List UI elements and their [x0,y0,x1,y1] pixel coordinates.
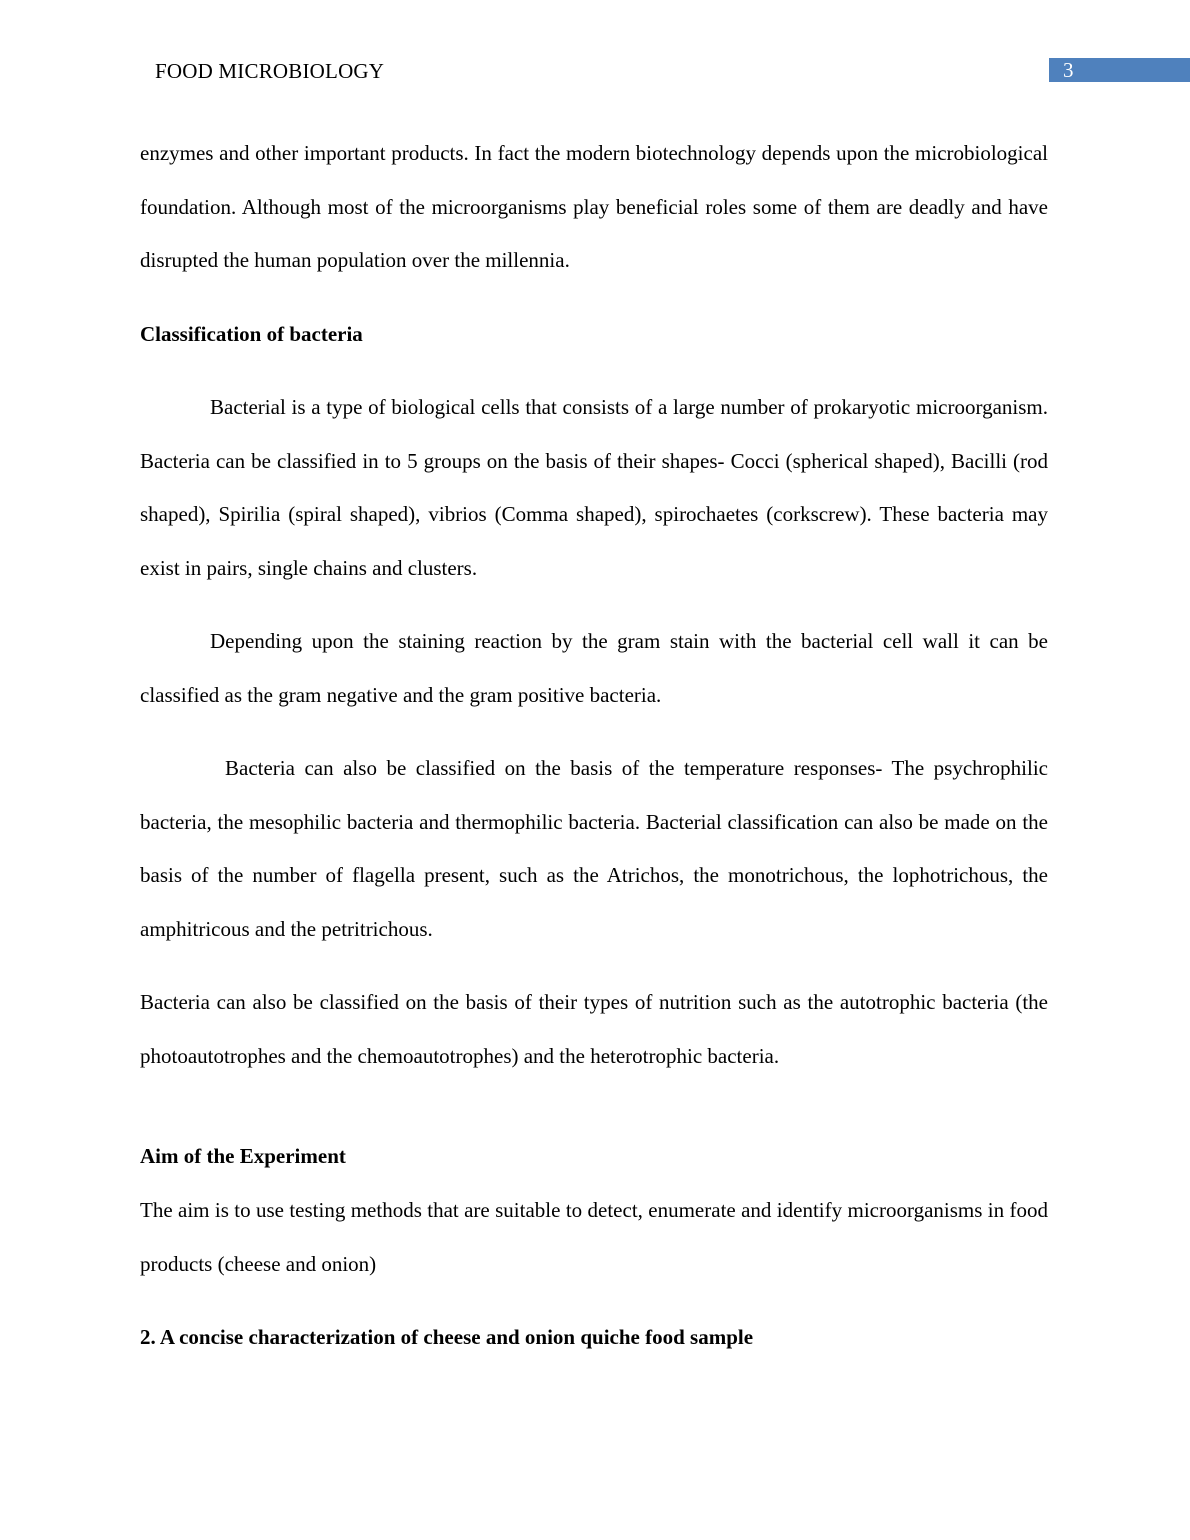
aim-paragraph: The aim is to use testing methods that are suitable to detect, enumerate and identify microorganisms in food products (cheese and onion) [140,1198,1048,1276]
classification-paragraph-temperature: Bacteria can also be classified on the basis of the temperature responses- The psychrophilic bacteria, the mesophilic bacteria and thermophilic bacteria. Bacterial classification can also be made on the basis of the number of flagella present, such as the Atrichos, the monotrichous, the lophotrichous, the amphitricous and the petritrichous. [140,756,1048,941]
classification-paragraph-gram: Depending upon the staining reaction by the gram stain with the bacterial cell wall it can be classified as the gram negative and the gram positive bacteria. [140,629,1048,707]
classification-heading: Classification of bacteria [140,322,363,346]
intro-paragraph: enzymes and other important products. In fact the modern biotechnology depends upon the microbiological foundation. Although most of the microorganisms play beneficial roles some of them are deadly and have disrupted the human population over the millennia. [140,141,1048,273]
aim-heading: Aim of the Experiment [140,1144,346,1168]
section-2-heading: 2. A concise characterization of cheese and onion quiche food sample [140,1325,754,1349]
page-number-badge [1049,58,1190,82]
classification-paragraph-nutrition: Bacteria can also be classified on the basis of their types of nutrition such as the autotrophic bacteria (the photoautotrophes and the chemoautotrophes) and the heterotrophic bacteria. [140,990,1048,1068]
page-number: 3 [1063,58,1074,82]
running-header-title: FOOD MICROBIOLOGY [155,59,385,83]
classification-paragraph-shapes: Bacterial is a type of biological cells that consists of a large number of prokaryotic microorganism. Bacteria can be classified in to 5 groups on the basis of their shapes- Cocci (spherical shaped), Bacilli (rod shaped), Spirilia (spiral shaped), vibrios (Comma shaped), spirochaetes (corkscrew). These bacteria may exist in pairs, single chains and clusters. [140,395,1048,580]
